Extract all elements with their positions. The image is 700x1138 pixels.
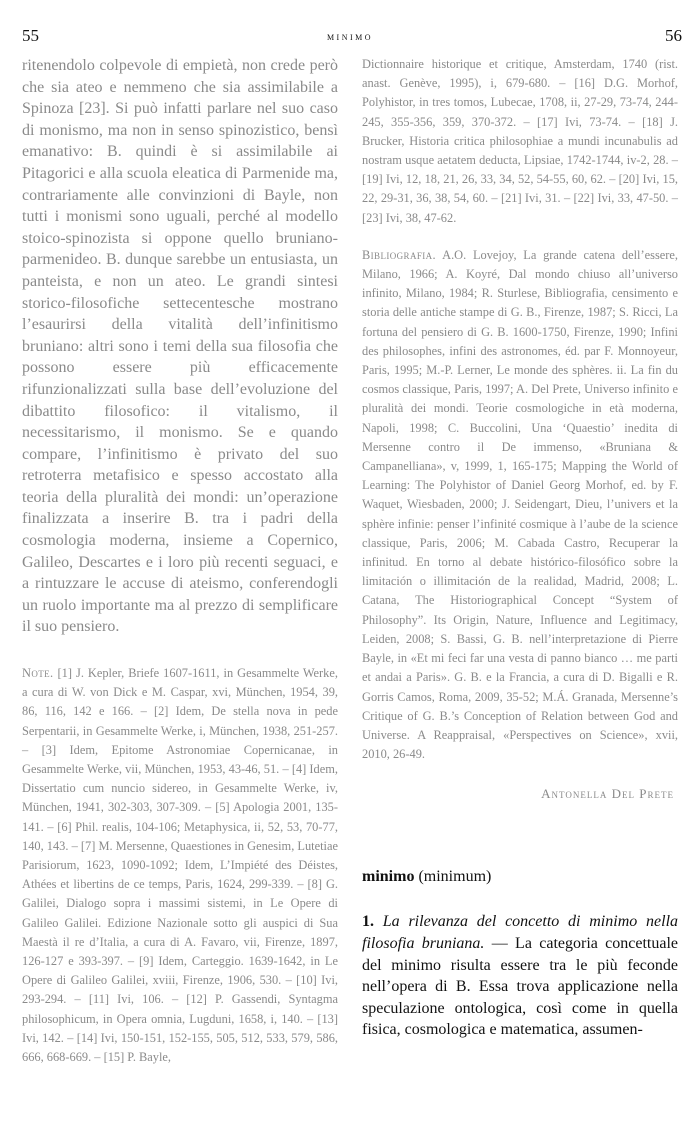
left-main-text: ritenendolo colpevole di empietà, non crede però che sia ateo e nemmeno che sia assimilabile a Spinoza [23]. Si può infatti parlare nel suo caso di monismo, ma non in senso spinozistico, bensì emanativo: B. quindi è si assimilabile ai Pitagorici e alla scuola eleatica di Parmenide ma, contrariamente alle convinzioni di Bayle, non tutti i monismi sono uguali, perché al modello stoico-spinozista si oppone quello bruniano-parmenideo. B. dunque sarebbe un entusiasta, un panteista, e non un ateo. Le grandi sintesi storico-filosofiche settecentesche mostrano l’esaurirsi della vitalità dell’infinitismo bruniano: altri sono i temi della sua filosofia che possono essere più efficacemente rifunzionalizzati sulla base dell’evoluzione del dibattito filosofico: il vitalismo, il necessitarismo, il monismo. Se e quando compare, l’infinitismo è privato del suo retroterra metafisico e spesso accostato alla teoria della pluralità dei mondi: un’operazione finalizzata a inserire B. tra i padri della cosmologia moderna, insieme a Copernico, Galileo, Descartes e i loro più recenti seguaci, e a rintuzzare le accuse di ateismo, conferendogli un ruolo importante ma al prezzo di semplificare il suo pensiero. <box>22 57 338 636</box>
page-number-right: 56 <box>665 26 682 45</box>
author-signature: Antonella Del Prete <box>541 786 674 802</box>
right-column <box>362 55 678 1041</box>
bibliography-block <box>362 246 678 764</box>
notes-continuation: Dictionnaire historique et critique, Amsterdam, 1740 (rist. anast. Genève, 1995), i, 679-680. – [16] D.G. Morhof, Polyhistor, in tres tomos, Lubecae, 1708, ii, 27-29, 73-74, 244-245, 355-356, 359, 370-372. – [17] Ivi, 73-74. – [18] J. Brucker, Historia critica philosophiae a mundi incunabulis ad nostram usque aetatem deducta, Lipsiae, 1742-1744, iv-2, 28. – [19] Ivi, 12, 18, 21, 26, 33, 34, 52, 54-55, 60, 62. – [20] Ivi, 15, 22, 29-31, 36, 38, 54, 60. – [21] Ivi, 31. – [22] Ivi, 33, 47-50. – [23] Ivi, 38, 47-62. <box>362 57 678 225</box>
running-title: minimo <box>326 29 374 43</box>
dictionary-entry <box>362 866 678 1041</box>
notes-label: Note. <box>22 666 54 681</box>
running-header <box>0 26 700 50</box>
entry-text: — La categoria concettuale del minimo risulta essere tra le più feconde nell’opera di B. Essa trova applicazione nella speculazione ontologica, così come in quella fisica, cosmologica e matematica, assumen- <box>362 934 679 1039</box>
entry-latin: (minimum) <box>418 868 492 886</box>
section-number: 1. <box>362 913 374 931</box>
entry-title <box>362 866 678 888</box>
notes-text: [1] J. Kepler, Briefe 1607-1611, in Gesammelte Werke, a cura di W. von Dick e M. Caspar, xvi, München, 1954, 39, 86, 116, 142 e 166. – [2] Idem, De stella nova in pede Serpentarii, in Gesammelte Werke, i, München, 1938, 251-257. – [3] Idem, Epitome Astronomiae Copernicanae, in Gesammelte Werke, vii, München, 1953, 43-46, 51. – [4] Idem, Dissertatio cum nuncio sidereo, in Gesammelte Werke, iv, München, 1941, 302-303, 307-309. – [5] Apologia 2001, 135-141. – [6] Phil. realis, 104-106; Metaphysica, ii, 52, 53, 70-77, 140, 143. – [7] M. Mersenne, Quaestiones in Genesim, Lutetiae Parisiorum, 1623, 1090-1092; Idem, L’Impiété des Déistes, Athées et libertins de ce temps, Paris, 1624, 299-339. – [8] G. Galilei, Dialogo sopra i massimi sistemi, in Le Opere di Galileo Galilei. Edizione Nazionale sotto gli auspici di Sua Maestà il re d’Italia, a cura di A. Favaro, vii, Firenze, 1897, 126-127 e 393-397. – [9] Idem, Carteggio. 1639-1642, in Le Opere di Galileo Galilei, xviii, Firenze, 1906, 530. – [10] Ivi, 293-294. – [11] Ivi, 106. – [12] P. Gassendi, Syntagma philosophicum, in Opera omnia, Lugduni, 1658, i, 140. – [13] Ivi, 142. – [14] Ivi, 150-151, 152-155, 505, 512, 533, 579, 586, 666, 668-669. – [15] P. Bayle, <box>22 666 338 1065</box>
entry-body <box>362 911 678 1041</box>
entry-headword: minimo <box>362 868 415 886</box>
notes-block <box>22 664 338 1067</box>
section-heading: La rilevanza del concetto di minimo nella filosofia bruniana. <box>362 913 679 952</box>
left-column <box>22 55 338 1067</box>
bibliography-text: A.O. Lovejoy, La grande catena dell’essere, Milano, 1966; A. Koyré, Dal mondo chiuso all’universo infinito, Milano, 1984; R. Sturlese, Bibliografia, censimento e storia delle antiche stampe di G. B., Firenze, 1987; S. Ricci, La fortuna del pensiero di G. B. 1600-1750, Firenze, 1990; Infini des philosophes, infini des astronomes, éd. par F. Monnoyeur, Paris, 1995; M.-P. Lerner, Le monde des sphères. ii. La fin du cosmos classique, Paris, 1997; A. Del Prete, Universo infinito e pluralità dei mondi. Teorie cosmologiche in età moderna, Napoli, 1998; C. Buccolini, Una ‘Quaestio’ inedita di Mersenne contro il De immenso, «Bruniana & Campanelliana», v, 1999, 1, 165-175; Mapping the World of Learning: The Polyhistor of Daniel Georg Morhof, ed. by F. Waquet, Wiesbaden, 2000; J. Seidengart, Dieu, l’univers et la sphère infinie: penser l’infinité cosmique à l’aube de la science classique, Paris, 2006; M. Cabada Castro, Recuperar la infinitud. En torno al debate histórico-filosófico sobre la limitación o illimitación de la realidad, Madrid, 2008; L. Catana, The Historiographical Concept “System of Philosophy”. Its Origin, Nature, Influence and Legitimacy, Leiden, 2008; S. Bassi, G. B. nell’interpretazione di Pierre Bayle, in «Et mi feci far una vesta di panno bianco … me parti et andai a Paris». G. B. e la Francia, a cura di D. Bigalli e R. Gorris Camos, Roma, 2009, 35-52; M.Á. Granada, Mersenne’s Critique of G. B.’s Conception of Relation between God and Universe. A Reappraisal, «Perspectives on Science», xvii, 2010, 26-49. <box>362 247 678 762</box>
bibliography-label: Bibliografia. <box>362 247 437 262</box>
page-number-left: 55 <box>22 26 39 45</box>
